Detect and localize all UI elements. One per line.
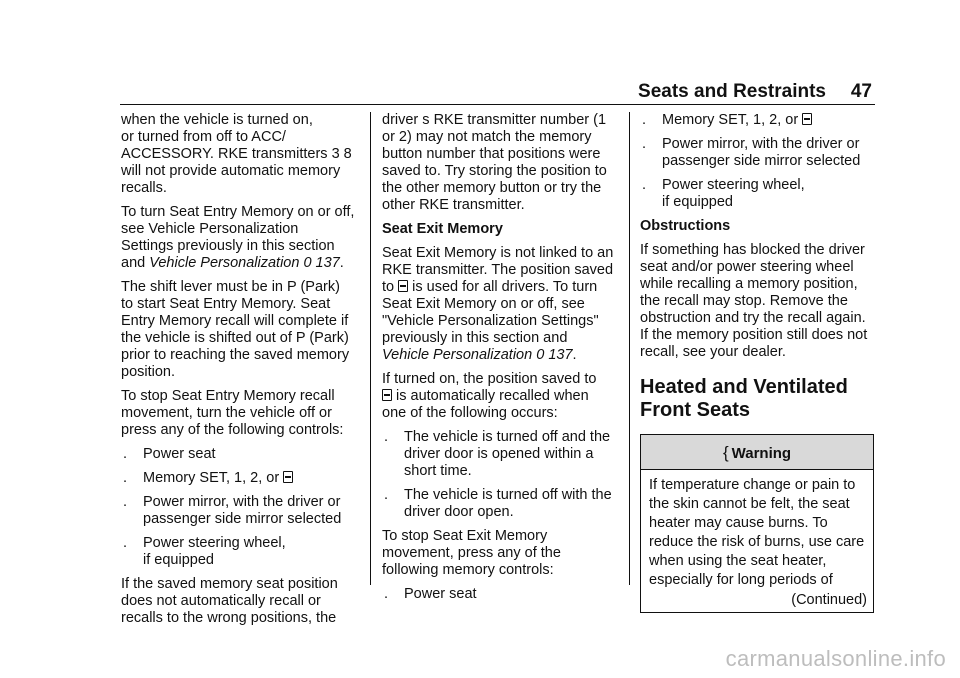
bullet: . (123, 494, 128, 510)
bullet: . (384, 487, 389, 503)
list-item: . Power steering wheel, if equipped (123, 535, 286, 568)
bullet: . (384, 586, 389, 602)
list-item: . Power steering wheel, if equipped (642, 177, 805, 210)
paragraph: driver s RKE transmitter number (1 or 2) may not match the memory button number that positions were saved to. Try storing the position to the other memory button or try the other RKE transmitter. (382, 112, 607, 213)
cross-reference-link[interactable]: Vehicle Personalization (149, 255, 300, 271)
column-2 (382, 112, 620, 610)
paragraph: To stop Seat Exit Memory movement, press any of the following memory controls: (382, 528, 561, 578)
subsection-heading: Seat Exit Memory (382, 221, 503, 237)
paragraph: If the saved memory seat position does not automatically recall or recalls to the wrong positions, the (121, 576, 338, 626)
memory-button-icon (398, 280, 408, 292)
memory-button-icon (283, 471, 293, 483)
paragraph: The shift lever must be in P (Park) to start Seat Entry Memory. Seat Entry Memory recall will complete if the vehicle is shifted out of P (Park) prior to reaching the saved memory position. (121, 279, 350, 380)
paragraph: If turned on, the position saved to is automatically recalled when one of the following occurs: (382, 371, 597, 421)
warning-header (641, 435, 873, 470)
paragraph: To stop Seat Entry Memory recall movement, turn the vehicle off or press any of the following controls: (121, 388, 344, 438)
bullet: . (123, 535, 128, 551)
bullet: . (642, 177, 647, 193)
bullet: . (642, 136, 647, 152)
list-item: . The vehicle is turned off with the driver door open. (384, 487, 612, 520)
bullet: . (642, 112, 647, 128)
column-divider (629, 112, 630, 585)
page-reference: 0 137 (536, 347, 573, 363)
page-reference: 0 137 (303, 255, 340, 271)
memory-button-icon (802, 113, 812, 125)
list-item: . Memory SET, 1, 2, or (640, 112, 876, 129)
memory-button-icon (382, 389, 392, 401)
section-title: Heated and Ventilated Front Seats (640, 376, 848, 421)
bullet: . (384, 429, 389, 445)
list-item: . Memory SET, 1, 2, or (121, 470, 361, 487)
warning-text: If temperature change or pain to the skin cannot be felt, the seat heater may cause burns. To reduce the risk of burns, use care when using the seat heater, especially for long periods of (649, 477, 865, 588)
list-item: . Power seat (384, 586, 477, 602)
running-header-title: Seats and Restraints (638, 81, 826, 102)
warning-title: Warning (731, 445, 792, 462)
column-divider (370, 112, 371, 585)
cross-reference-link[interactable]: Vehicle Personalization (382, 347, 533, 363)
column-1 (121, 112, 361, 634)
warning-box (640, 434, 874, 613)
column-3 (640, 112, 876, 613)
watermark: carmanualsonline.info (725, 646, 946, 671)
paragraph: Seat Exit Memory is not linked to an RKE transmitter. The position saved to is used for all drivers. To turn Seat Exit Memory on or off, see "Vehicle Personalization Settings" previously in this section and Vehicle Personalization 0 137. (382, 245, 614, 363)
paragraph: To turn Seat Entry Memory on or off, see Vehicle Personalization Settings previously in this section and Vehicle Personalization 0 137. (121, 204, 355, 271)
subsection-heading: Obstructions (640, 218, 731, 234)
list-item: . The vehicle is turned off and the driver door is opened within a short time. (384, 429, 611, 479)
paragraph: when the vehicle is turned on, or turned from off to ACC/ ACCESSORY. RKE transmitters 3 8 will not provide automatic memory recalls. (121, 112, 352, 196)
continued-label: (Continued) (791, 592, 867, 608)
list-item: . Power seat (123, 446, 216, 462)
list-item: . Power mirror, with the driver or passenger side mirror selected (642, 136, 861, 169)
list-item: . Power mirror, with the driver or passenger side mirror selected (123, 494, 342, 527)
bullet: . (123, 446, 128, 462)
page-number: 47 (850, 81, 872, 102)
warning-icon: { (722, 443, 729, 462)
paragraph: If something has blocked the driver seat and/or power steering wheel while recalling a memory position, the recall may stop. Remove the obstruction and try the recall again. If the memory position still does not recall, see your dealer. (640, 242, 868, 360)
header-rule (120, 104, 875, 105)
bullet: . (123, 470, 128, 486)
